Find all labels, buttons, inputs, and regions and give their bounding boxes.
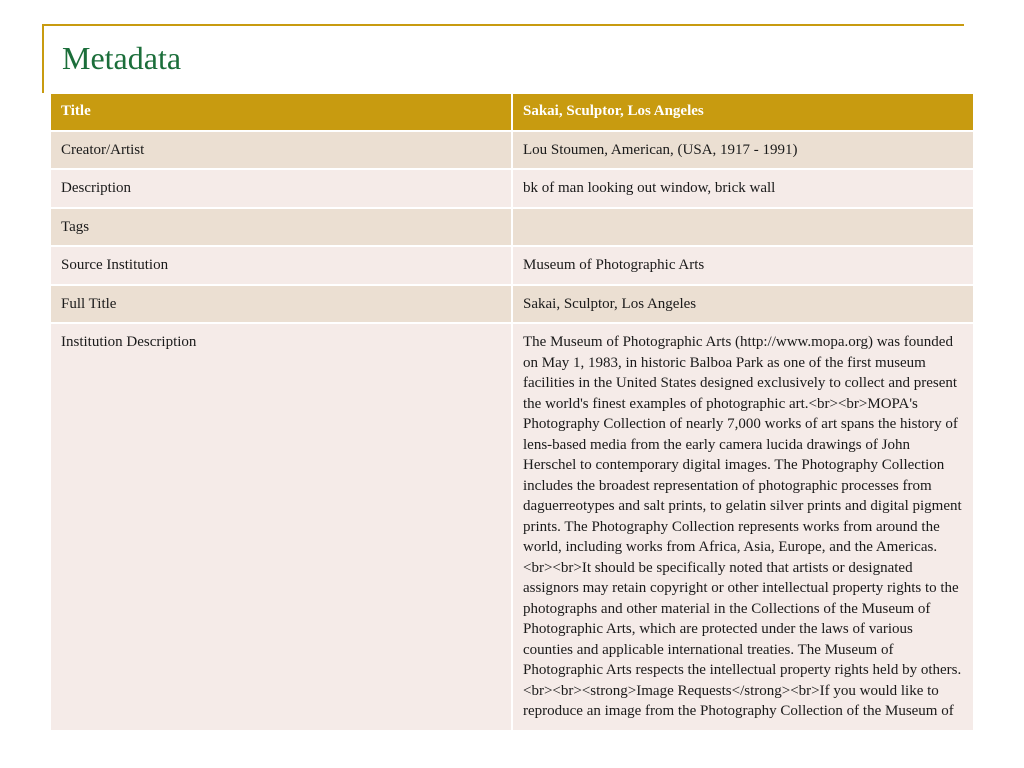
row-value-cell: bk of man looking out window, brick wall — [512, 169, 973, 208]
header-value-cell: Sakai, Sculptor, Los Angeles — [512, 93, 973, 131]
row-key-cell: Creator/Artist — [51, 131, 512, 170]
table-row-description — [51, 169, 973, 208]
table-row-creator-artist — [51, 131, 973, 170]
row-key-cell: Description — [51, 169, 512, 208]
row-value-cell — [512, 208, 973, 247]
title-frame-top-rule — [42, 24, 964, 26]
row-value-cell: The Museum of Photographic Arts (http://www.mopa.org) was founded on May 1, 1983, in historic Balboa Park as one of the first museum facilities in the United States designed exclusively to collect and present the world's finest examples of photographic art.<br><br>MOPA's Photography Collection of nearly 7,000 works of art spans the history of lens-based media from the early camera lucida drawings of John Herschel to contemporary digital images. The Photography Collection includes the broadest representation of photographic processes from daguerreotypes and salt prints, to gelatin silver prints and digital pigment prints. The Photography Collection represents works from around the world, including works from Africa, Asia, Europe, and the Americas.<br><br>It should be specifically noted that artists or designated assignors may retain copyright or other intellectual property rights to the photographs and other material in the Collections of the Museum of Photographic Arts, which are protected under the laws of various counties and applicable international treaties. The Museum of Photographic Arts respects the intellectual property rights held by others.<br><br><strong>Image Requests</strong><br>If you would like to reproduce an image from the Photography Collection of the Museum of — [512, 323, 973, 730]
table-header-row — [51, 93, 973, 131]
page-title: Metadata — [62, 40, 182, 76]
header-key-cell: Title — [51, 93, 512, 131]
table-row-institution-description — [51, 323, 973, 730]
row-key-cell: Tags — [51, 208, 512, 247]
table-row-full-title — [51, 285, 973, 324]
metadata-table-container — [51, 92, 973, 768]
row-key-cell: Full Title — [51, 285, 512, 324]
table-row-source-institution — [51, 246, 973, 285]
title-frame-left-rule — [42, 24, 44, 93]
row-value-cell: Sakai, Sculptor, Los Angeles — [512, 285, 973, 324]
metadata-table — [51, 92, 973, 731]
row-key-cell: Source Institution — [51, 246, 512, 285]
table-row-tags — [51, 208, 973, 247]
row-value-cell: Museum of Photographic Arts — [512, 246, 973, 285]
row-key-cell: Institution Description — [51, 323, 512, 730]
row-value-cell: Lou Stoumen, American, (USA, 1917 - 1991) — [512, 131, 973, 170]
